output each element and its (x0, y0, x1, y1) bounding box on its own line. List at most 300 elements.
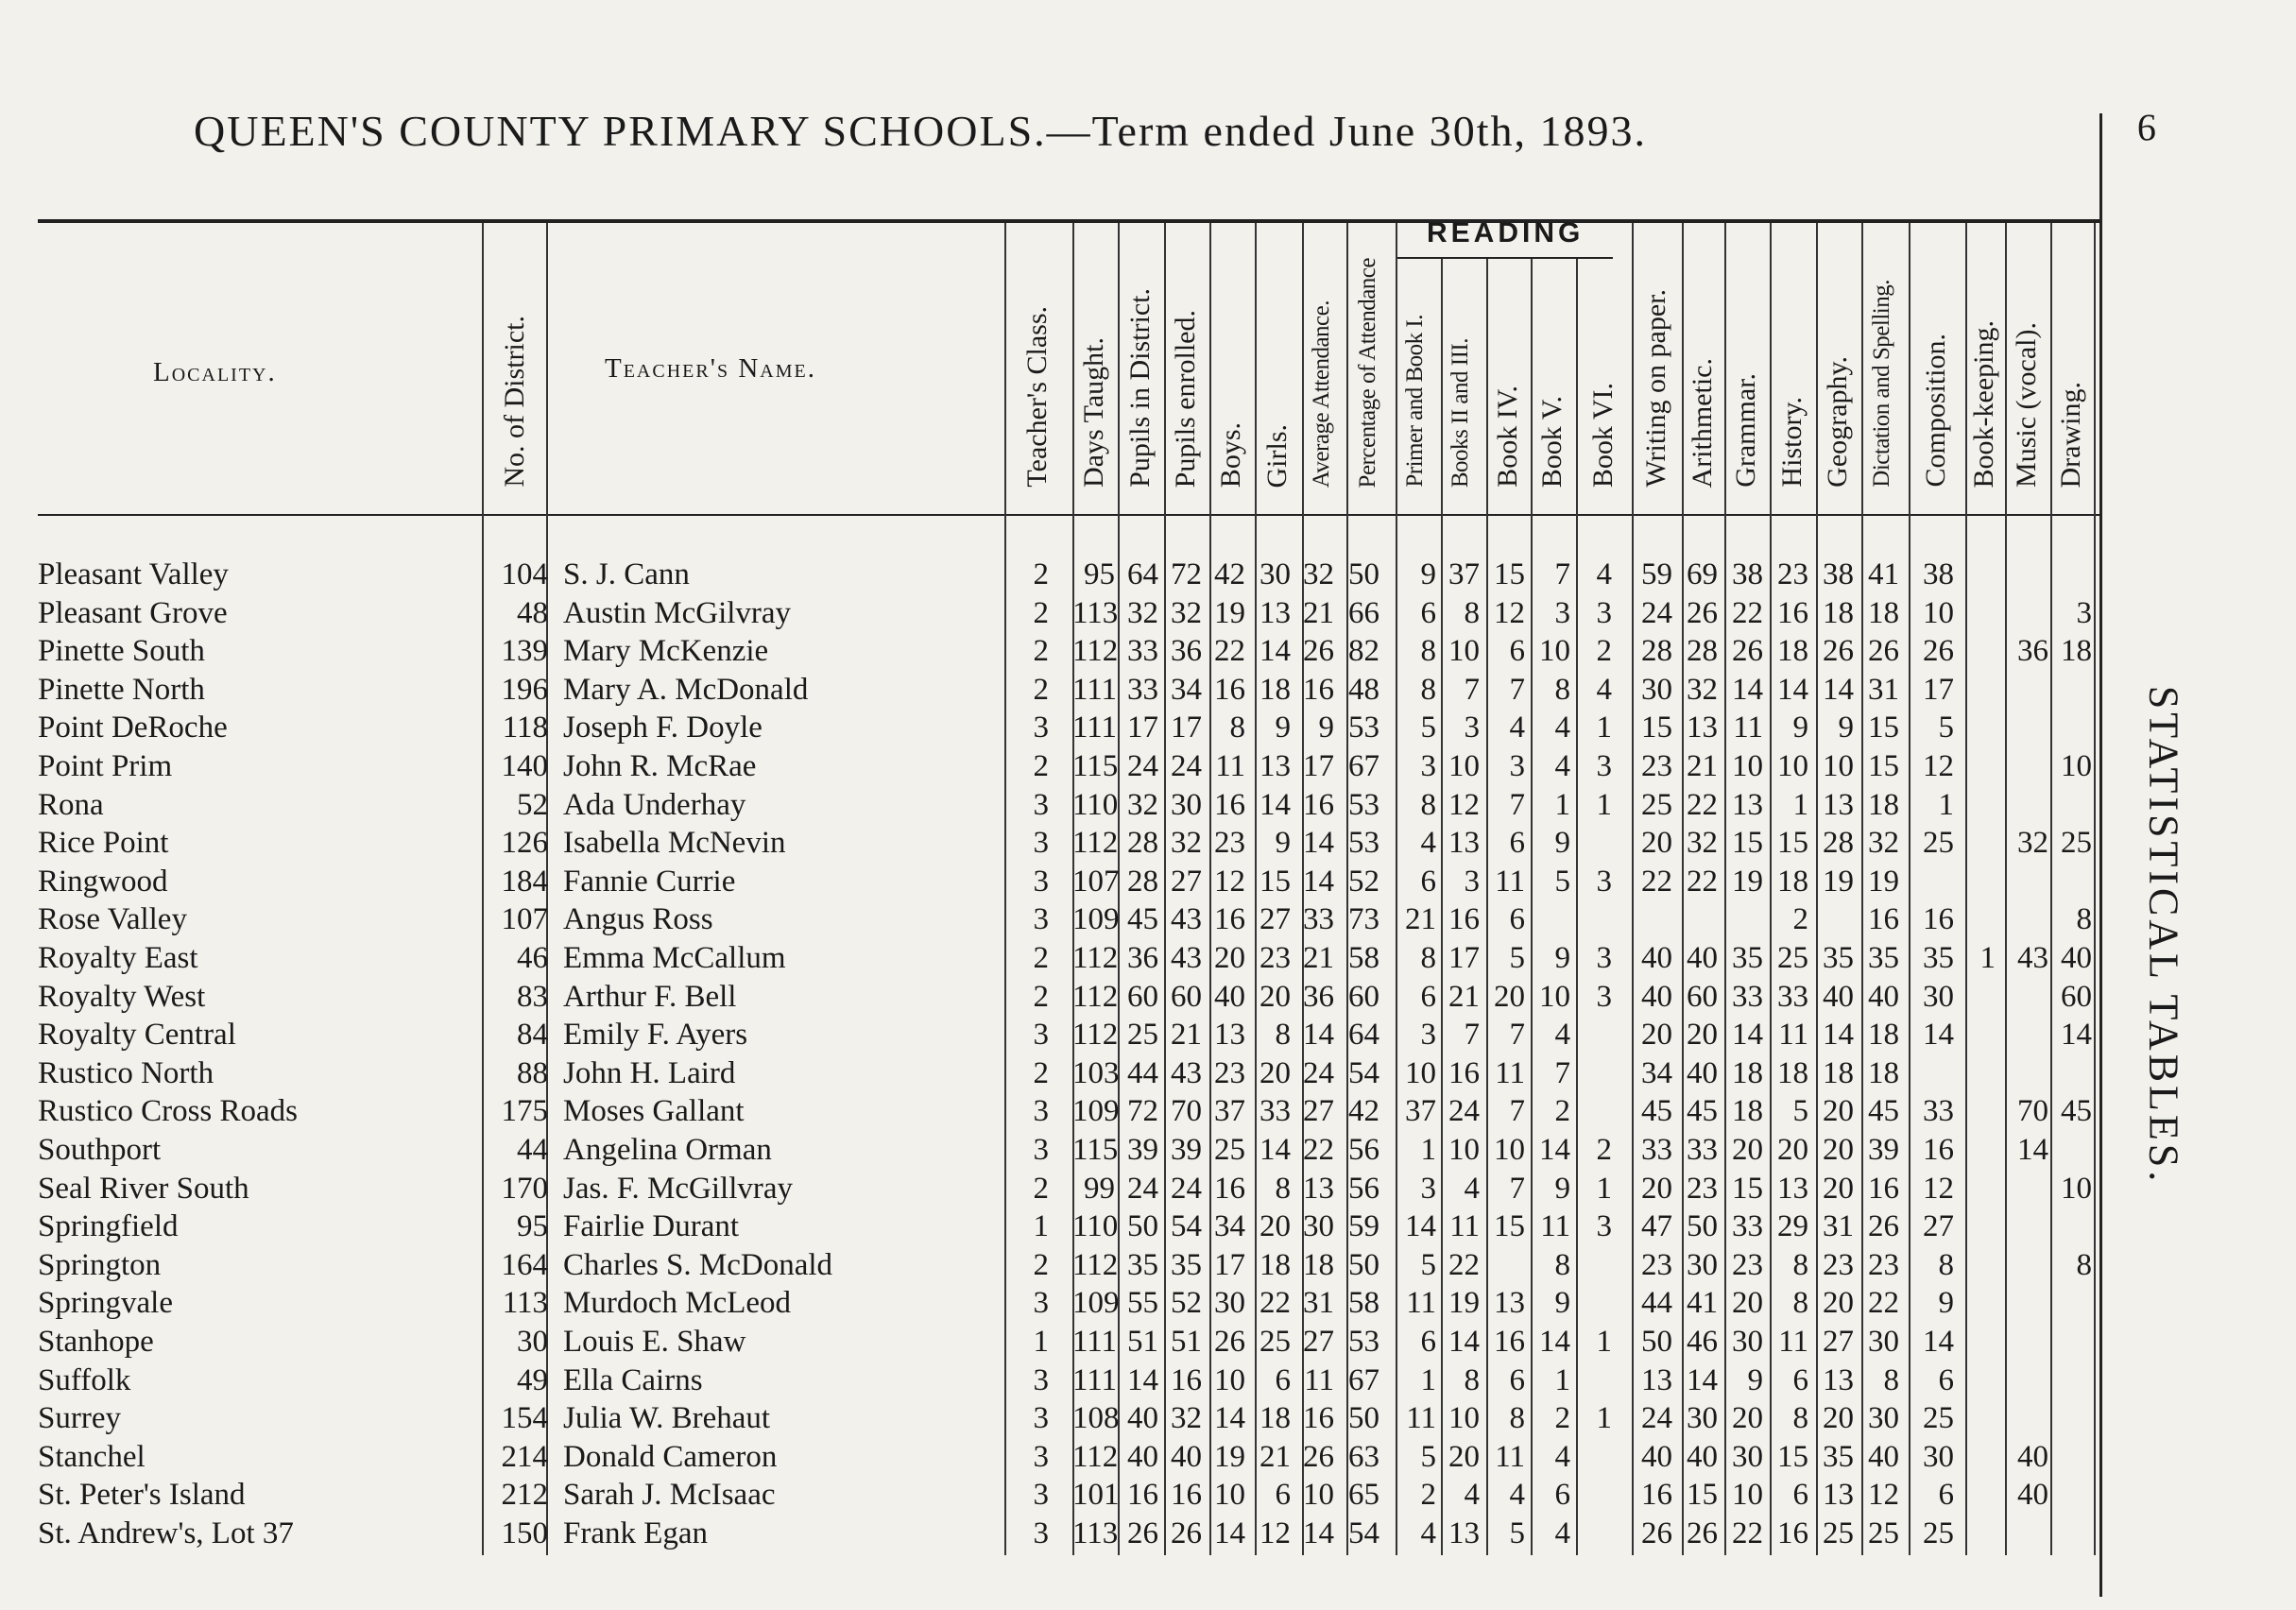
books-ii-iii-cell: 22 (1448, 1247, 1480, 1282)
days-taught-cell: 112 (1072, 826, 1119, 861)
days-taught-cell: 108 (1072, 1401, 1120, 1436)
arithmetic-cell: 32 (1687, 672, 1718, 707)
arithmetic-cell: 41 (1687, 1286, 1718, 1321)
book-v-cell: 4 (1554, 1439, 1570, 1474)
locality-cell: Suffolk (38, 1362, 131, 1397)
days-taught-cell: 112 (1072, 1439, 1119, 1474)
primer-book-i-header: Primer and Book I. (1402, 315, 1428, 488)
books-ii-iii-cell: 8 (1464, 1362, 1480, 1397)
pupils-in-district-cell: 24 (1127, 1171, 1158, 1206)
average-attendance-cell: 10 (1303, 1478, 1334, 1513)
pupils-enrolled-cell: 35 (1171, 1247, 1202, 1282)
book-vi-cell: 1 (1596, 1325, 1612, 1359)
book-vi-cell: 3 (1596, 941, 1612, 975)
dictation-spelling-cell: 45 (1868, 1094, 1899, 1129)
drawing-cell: 18 (2061, 634, 2092, 669)
grammar-header: Grammar. (1730, 373, 1761, 488)
book-v-cell: 2 (1554, 1401, 1570, 1436)
boys-cell: 12 (1214, 864, 1245, 899)
history-cell: 16 (1777, 595, 1808, 630)
table-row (0, 1208, 2099, 1245)
percentage-attendance-cell: 50 (1348, 1401, 1379, 1436)
arithmetic-cell: 20 (1687, 1018, 1718, 1053)
composition-cell: 25 (1923, 826, 1954, 861)
boys-cell: 17 (1214, 1247, 1245, 1282)
table-row (0, 709, 2099, 746)
books-ii-iii-cell: 4 (1464, 1478, 1480, 1513)
pupils-enrolled-cell: 39 (1171, 1133, 1202, 1167)
book-v-cell: 7 (1554, 557, 1570, 591)
days-taught-cell: 112 (1072, 1018, 1119, 1053)
days-taught-cell: 110 (1072, 787, 1119, 822)
days-taught-cell: 112 (1072, 1247, 1119, 1282)
girls-cell: 12 (1259, 1516, 1291, 1550)
locality-cell: Southport (38, 1133, 162, 1167)
grammar-cell: 20 (1732, 1401, 1763, 1436)
pupils-enrolled-header: Pupils enrolled. (1170, 309, 1201, 488)
table-row (0, 632, 2099, 670)
boys-cell: 23 (1214, 1055, 1245, 1090)
table-row (0, 824, 2099, 862)
history-cell: 1 (1792, 787, 1808, 822)
book-vi-cell: 1 (1596, 1171, 1612, 1206)
books-ii-iii-cell: 16 (1448, 1055, 1480, 1090)
district-number-cell: 140 (501, 749, 548, 783)
pupils-enrolled-cell: 24 (1171, 1171, 1202, 1206)
writing-on-paper-cell: 20 (1641, 1018, 1672, 1053)
header-bottom-rule (38, 514, 2099, 516)
locality-cell: Stanhope (38, 1325, 154, 1359)
teacher-name-cell: Murdoch McLeod (563, 1286, 792, 1321)
pupils-in-district-cell: 28 (1127, 864, 1158, 899)
writing-on-paper-cell: 20 (1641, 826, 1672, 861)
district-number-cell: 164 (501, 1247, 548, 1282)
locality-cell: Pleasant Valley (38, 557, 229, 591)
district-number-cell: 154 (501, 1401, 548, 1436)
boys-cell: 23 (1214, 826, 1245, 861)
boys-cell: 25 (1214, 1133, 1245, 1167)
pupils-enrolled-cell: 40 (1171, 1439, 1202, 1474)
geography-cell: 40 (1823, 979, 1854, 1014)
locality-cell: Pinette North (38, 672, 205, 707)
girls-cell: 9 (1275, 826, 1291, 861)
average-attendance-cell: 14 (1303, 1018, 1334, 1053)
girls-cell: 20 (1259, 979, 1291, 1014)
locality-cell: Point Prim (38, 749, 173, 783)
history-cell: 2 (1792, 902, 1808, 937)
grammar-cell: 13 (1732, 787, 1763, 822)
music-vocal-cell: 43 (2017, 941, 2048, 975)
boys-cell: 30 (1214, 1286, 1245, 1321)
primer-book-i-cell: 8 (1420, 787, 1436, 822)
girls-cell: 20 (1259, 1209, 1291, 1244)
writing-on-paper-cell: 15 (1641, 711, 1672, 745)
dictation-spelling-cell: 40 (1868, 979, 1899, 1014)
percentage-attendance-cell: 48 (1348, 672, 1379, 707)
books-ii-iii-cell: 24 (1448, 1094, 1480, 1129)
district-number-cell: 49 (517, 1362, 548, 1397)
primer-book-i-cell: 37 (1405, 1094, 1436, 1129)
district-number-cell: 46 (517, 941, 548, 975)
table-row (0, 594, 2099, 632)
book-iv-cell: 7 (1509, 672, 1525, 707)
drawing-cell: 14 (2061, 1018, 2092, 1053)
book-v-cell: 4 (1554, 1018, 1570, 1053)
book-v-cell: 9 (1554, 941, 1570, 975)
average-attendance-cell: 14 (1303, 826, 1334, 861)
girls-cell: 15 (1259, 864, 1291, 899)
teachers-class-cell: 2 (1033, 557, 1049, 591)
drawing-cell: 40 (2061, 941, 2092, 975)
boys-cell: 14 (1214, 1401, 1245, 1436)
book-v-cell: 4 (1554, 749, 1570, 783)
primer-book-i-cell: 6 (1420, 864, 1436, 899)
history-cell: 8 (1792, 1286, 1808, 1321)
book-vi-cell: 4 (1596, 557, 1612, 591)
history-cell: 6 (1792, 1478, 1808, 1513)
book-iv-cell: 8 (1509, 1401, 1525, 1436)
days-taught-cell: 101 (1072, 1478, 1120, 1513)
composition-cell: 8 (1938, 1247, 1954, 1282)
arithmetic-cell: 32 (1687, 826, 1718, 861)
average-attendance-cell: 32 (1303, 557, 1334, 591)
composition-cell: 16 (1923, 902, 1954, 937)
percentage-attendance-cell: 42 (1348, 1094, 1379, 1129)
average-attendance-cell: 27 (1303, 1325, 1334, 1359)
table-row (0, 1170, 2099, 1208)
dictation-spelling-cell: 12 (1868, 1478, 1899, 1513)
table-row (0, 1362, 2099, 1399)
composition-cell: 38 (1923, 557, 1954, 591)
primer-book-i-cell: 21 (1405, 902, 1436, 937)
grammar-cell: 14 (1732, 672, 1763, 707)
days-taught-cell: 111 (1072, 1362, 1118, 1397)
girls-cell: 18 (1259, 1401, 1291, 1436)
grammar-cell: 22 (1732, 1516, 1763, 1550)
pupils-in-district-cell: 24 (1127, 749, 1158, 783)
locality-cell: Seal River South (38, 1171, 249, 1206)
teacher-name-cell: Joseph F. Doyle (563, 711, 762, 745)
grammar-cell: 15 (1732, 1171, 1763, 1206)
dictation-spelling-cell: 32 (1868, 826, 1899, 861)
girls-cell: 8 (1275, 1018, 1291, 1053)
arithmetic-cell: 69 (1687, 557, 1718, 591)
composition-cell: 12 (1923, 749, 1954, 783)
primer-book-i-cell: 3 (1420, 1018, 1436, 1053)
book-iv-cell: 16 (1494, 1325, 1525, 1359)
boys-header: Boys. (1215, 421, 1246, 488)
book-iv-cell: 6 (1509, 634, 1525, 669)
boys-cell: 42 (1214, 557, 1245, 591)
pupils-enrolled-cell: 30 (1171, 787, 1202, 822)
geography-cell: 31 (1823, 1209, 1854, 1244)
grammar-cell: 10 (1732, 749, 1763, 783)
table-row (0, 747, 2099, 785)
teacher-name-cell: Fannie Currie (563, 864, 736, 899)
girls-cell: 8 (1275, 1171, 1291, 1206)
locality-cell: Pinette South (38, 634, 205, 669)
history-cell: 13 (1777, 1171, 1808, 1206)
days-taught-cell: 113 (1072, 595, 1119, 630)
teachers-class-cell: 3 (1033, 1362, 1049, 1397)
pupils-in-district-cell: 14 (1127, 1362, 1158, 1397)
pupils-in-district-cell: 45 (1127, 902, 1158, 937)
primer-book-i-cell: 1 (1420, 1133, 1436, 1167)
days-taught-cell: 99 (1084, 1171, 1115, 1206)
books-ii-iii-cell: 10 (1448, 1133, 1480, 1167)
pupils-in-district-cell: 55 (1127, 1286, 1158, 1321)
pupils-enrolled-cell: 32 (1171, 595, 1202, 630)
composition-cell: 33 (1923, 1094, 1954, 1129)
teacher-name-cell: Moses Gallant (563, 1094, 745, 1129)
book-iv-cell: 11 (1495, 864, 1525, 899)
history-cell: 23 (1777, 557, 1808, 591)
locality-cell: Rustico North (38, 1055, 214, 1090)
primer-book-i-cell: 5 (1420, 711, 1436, 745)
girls-cell: 33 (1259, 1094, 1291, 1129)
writing-on-paper-header: Writing on paper. (1639, 289, 1671, 488)
boys-cell: 11 (1215, 749, 1245, 783)
geography-cell: 35 (1823, 941, 1854, 975)
pupils-enrolled-cell: 72 (1171, 557, 1202, 591)
locality-header: Locality. (153, 357, 277, 387)
primer-book-i-cell: 1 (1420, 1362, 1436, 1397)
district-number-cell: 84 (517, 1018, 548, 1053)
dictation-spelling-cell: 22 (1868, 1286, 1899, 1321)
arithmetic-cell: 23 (1687, 1171, 1718, 1206)
teachers-class-cell: 2 (1033, 1055, 1049, 1090)
book-vi-cell: 1 (1596, 787, 1612, 822)
writing-on-paper-cell: 23 (1641, 749, 1672, 783)
boys-cell: 16 (1214, 1171, 1245, 1206)
percentage-attendance-cell: 53 (1348, 826, 1379, 861)
district-number-cell: 107 (501, 902, 548, 937)
dictation-spelling-cell: 40 (1868, 1439, 1899, 1474)
teacher-name-cell: Mary A. McDonald (563, 672, 809, 707)
books-ii-iii-cell: 4 (1464, 1171, 1480, 1206)
teachers-class-cell: 3 (1033, 1516, 1049, 1550)
book-v-header: Book V. (1536, 395, 1568, 488)
book-keeping-cell: 1 (1979, 941, 1996, 975)
boys-cell: 22 (1214, 634, 1245, 669)
teachers-class-cell: 3 (1033, 1478, 1049, 1513)
geography-cell: 35 (1823, 1439, 1854, 1474)
book-iv-cell: 15 (1494, 557, 1525, 591)
table-row (0, 1323, 2099, 1361)
drawing-cell: 8 (2076, 1247, 2092, 1282)
girls-cell: 23 (1259, 941, 1291, 975)
history-header: History. (1775, 397, 1808, 488)
percentage-attendance-cell: 59 (1348, 1209, 1379, 1244)
boys-cell: 10 (1214, 1478, 1245, 1513)
arithmetic-cell: 28 (1687, 634, 1718, 669)
history-cell: 16 (1777, 1516, 1808, 1550)
pupils-enrolled-cell: 51 (1171, 1325, 1202, 1359)
book-vi-cell: 1 (1596, 711, 1612, 745)
arithmetic-cell: 15 (1687, 1478, 1718, 1513)
pupils-enrolled-cell: 16 (1171, 1478, 1202, 1513)
books-ii-iii-cell: 17 (1448, 941, 1480, 975)
pupils-in-district-cell: 17 (1127, 711, 1158, 745)
days-taught-cell: 110 (1072, 1209, 1119, 1244)
primer-book-i-cell: 8 (1420, 672, 1436, 707)
history-cell: 5 (1792, 1094, 1808, 1129)
music-vocal-cell: 40 (2017, 1439, 2048, 1474)
books-ii-iii-cell: 16 (1448, 902, 1480, 937)
teacher-name-cell: Julia W. Brehaut (563, 1401, 771, 1436)
writing-on-paper-cell: 47 (1641, 1209, 1672, 1244)
average-attendance-header: Average Attendance. (1308, 300, 1334, 488)
composition-cell: 6 (1938, 1362, 1954, 1397)
books-ii-iii-cell: 37 (1448, 557, 1480, 591)
book-vi-cell: 2 (1596, 634, 1612, 669)
book-keeping-header: Book-keeping. (1968, 319, 1999, 488)
dictation-spelling-cell: 25 (1868, 1516, 1899, 1550)
history-cell: 25 (1777, 941, 1808, 975)
reading-group-rule (1396, 257, 1613, 259)
book-v-cell: 9 (1554, 826, 1570, 861)
grammar-cell: 20 (1732, 1286, 1763, 1321)
teachers-class-cell: 3 (1033, 1439, 1049, 1474)
locality-cell: Rose Valley (38, 902, 187, 937)
music-vocal-cell: 14 (2017, 1133, 2048, 1167)
boys-cell: 16 (1214, 672, 1245, 707)
geography-cell: 20 (1823, 1171, 1854, 1206)
teacher-name-cell: S. J. Cann (563, 557, 690, 591)
pupils-enrolled-cell: 60 (1171, 979, 1202, 1014)
history-cell: 18 (1777, 1055, 1808, 1090)
table-row (0, 863, 2099, 900)
books-ii-iii-cell: 10 (1448, 634, 1480, 669)
writing-on-paper-cell: 45 (1641, 1094, 1672, 1129)
district-number-cell: 175 (501, 1094, 548, 1129)
average-attendance-cell: 14 (1303, 864, 1334, 899)
books-ii-iii-header: Books II and III. (1448, 337, 1473, 488)
days-taught-cell: 109 (1072, 902, 1120, 937)
table-row (0, 1476, 2099, 1514)
writing-on-paper-cell: 40 (1641, 941, 1672, 975)
girls-cell: 22 (1259, 1286, 1291, 1321)
average-attendance-cell: 31 (1303, 1286, 1334, 1321)
boys-cell: 13 (1214, 1018, 1245, 1053)
pupils-in-district-cell: 36 (1127, 941, 1158, 975)
geography-cell: 9 (1838, 711, 1854, 745)
reading-group-header: READING (1427, 217, 1585, 248)
percentage-attendance-cell: 67 (1348, 1362, 1379, 1397)
teacher-name-cell: Angelina Orman (563, 1133, 772, 1167)
teachers-class-cell: 3 (1033, 826, 1049, 861)
dictation-spelling-cell: 15 (1868, 711, 1899, 745)
book-iv-cell: 5 (1509, 1516, 1525, 1550)
table-row (0, 1399, 2099, 1437)
history-cell: 14 (1777, 672, 1808, 707)
days-taught-cell: 107 (1072, 864, 1120, 899)
pupils-in-district-header: Pupils in District. (1123, 288, 1156, 488)
teachers-class-cell: 2 (1033, 672, 1049, 707)
book-v-cell: 14 (1539, 1325, 1570, 1359)
composition-cell: 5 (1938, 711, 1954, 745)
average-attendance-cell: 36 (1303, 979, 1334, 1014)
book-iv-cell: 4 (1509, 711, 1525, 745)
teacher-name-cell: Louis E. Shaw (563, 1325, 746, 1359)
percentage-attendance-cell: 67 (1348, 749, 1379, 783)
writing-on-paper-cell: 24 (1641, 595, 1672, 630)
book-iv-cell: 3 (1509, 749, 1525, 783)
primer-book-i-cell: 4 (1420, 826, 1436, 861)
book-v-cell: 10 (1539, 979, 1570, 1014)
locality-cell: Springvale (38, 1286, 173, 1321)
days-taught-cell: 111 (1072, 672, 1118, 707)
teachers-class-cell: 2 (1033, 941, 1049, 975)
percentage-attendance-cell: 56 (1348, 1133, 1379, 1167)
arithmetic-cell: 46 (1687, 1325, 1718, 1359)
arithmetic-cell: 50 (1687, 1209, 1718, 1244)
book-iv-cell: 7 (1509, 1018, 1525, 1053)
average-attendance-cell: 11 (1304, 1362, 1334, 1397)
book-iv-cell: 6 (1509, 826, 1525, 861)
grammar-cell: 18 (1732, 1094, 1763, 1129)
arithmetic-cell: 40 (1687, 1055, 1718, 1090)
teacher-name-cell: Ella Cairns (563, 1362, 703, 1397)
book-v-cell: 11 (1540, 1209, 1570, 1244)
books-ii-iii-cell: 10 (1448, 1401, 1480, 1436)
boys-cell: 37 (1214, 1094, 1245, 1129)
percentage-attendance-cell: 56 (1348, 1171, 1379, 1206)
pupils-enrolled-cell: 32 (1171, 826, 1202, 861)
arithmetic-cell: 60 (1687, 979, 1718, 1014)
grammar-cell: 33 (1732, 979, 1763, 1014)
locality-cell: Stanchel (38, 1439, 146, 1474)
locality-cell: Point DeRoche (38, 711, 228, 745)
book-iv-cell: 12 (1494, 595, 1525, 630)
primer-book-i-cell: 11 (1406, 1401, 1436, 1436)
percentage-attendance-cell: 63 (1348, 1439, 1379, 1474)
percentage-attendance-cell: 60 (1348, 979, 1379, 1014)
book-v-cell: 6 (1554, 1478, 1570, 1513)
history-cell: 29 (1777, 1209, 1808, 1244)
pupils-in-district-cell: 16 (1127, 1478, 1158, 1513)
music-vocal-cell: 36 (2017, 634, 2048, 669)
pupils-in-district-cell: 28 (1127, 826, 1158, 861)
writing-on-paper-cell: 28 (1641, 634, 1672, 669)
dictation-spelling-cell: 8 (1883, 1362, 1899, 1397)
teacher-name-header: Teacher's Name. (605, 353, 816, 384)
pupils-enrolled-cell: 16 (1171, 1362, 1202, 1397)
girls-cell: 25 (1259, 1325, 1291, 1359)
locality-cell: Rustico Cross Roads (38, 1094, 299, 1129)
dictation-spelling-cell: 16 (1868, 902, 1899, 937)
composition-cell: 10 (1923, 595, 1954, 630)
grammar-cell: 30 (1732, 1439, 1763, 1474)
primer-book-i-cell: 5 (1420, 1439, 1436, 1474)
composition-cell: 27 (1923, 1209, 1954, 1244)
table-row (0, 900, 2099, 938)
history-cell: 10 (1777, 749, 1808, 783)
geography-cell: 14 (1823, 1018, 1854, 1053)
geography-cell: 27 (1823, 1325, 1854, 1359)
primer-book-i-cell: 6 (1420, 1325, 1436, 1359)
percentage-attendance-cell: 54 (1348, 1055, 1379, 1090)
average-attendance-cell: 24 (1303, 1055, 1334, 1090)
teacher-name-cell: Fairlie Durant (563, 1209, 740, 1244)
teacher-name-cell: John R. McRae (563, 749, 757, 783)
book-v-cell: 7 (1554, 1055, 1570, 1090)
boys-cell: 8 (1229, 711, 1245, 745)
history-cell: 11 (1778, 1325, 1808, 1359)
composition-cell: 17 (1923, 672, 1954, 707)
teachers-class-cell: 2 (1033, 634, 1049, 669)
teachers-class-cell: 3 (1033, 1286, 1049, 1321)
